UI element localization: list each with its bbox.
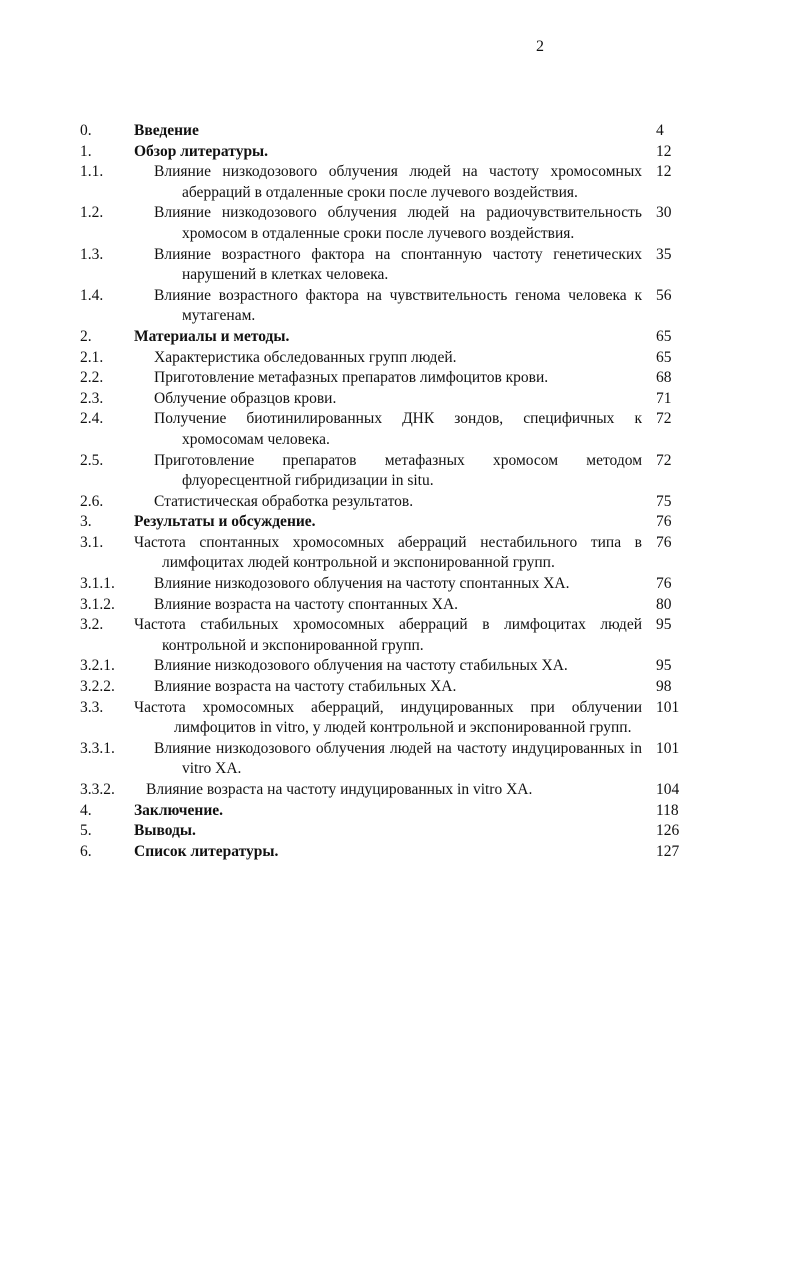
toc-entry-page: 118 [656, 801, 679, 819]
toc-entry-title: Получение биотинилированных ДНК зондов, специфичных к хромосомам человека. [154, 410, 642, 448]
toc-entry-page: 101 [656, 739, 680, 757]
toc-entry[interactable] [80, 409, 698, 450]
toc-entry-title: Частота стабильных хромосомных аберраций в лимфоцитах людей контрольной и экспонированной групп. [134, 616, 642, 654]
toc-entry-number: 1.4. [80, 286, 104, 304]
toc-entry[interactable] [80, 368, 698, 389]
toc-entry[interactable] [80, 286, 698, 327]
toc-entry-title: Облучение образцов крови. [154, 389, 337, 407]
toc-entry-number: 0. [80, 122, 92, 139]
toc-entry-title: Частота хромосомных аберраций, индуцированных при облучении лимфоцитов in vitro, у людей контрольной и экспонированной групп. [134, 698, 642, 737]
toc-entry[interactable] [80, 142, 698, 163]
toc-entry-number: 3. [80, 513, 92, 531]
toc-entry-number: 3.2.2. [80, 678, 115, 696]
toc-entry-page: 75 [656, 492, 672, 510]
toc-entry[interactable] [80, 451, 698, 492]
toc-entry-title: Список литературы. [134, 842, 279, 860]
toc-entry-title: Результаты и обсуждение. [134, 513, 316, 531]
toc-entry-page: 76 [656, 575, 672, 593]
toc-entry-number: 6. [80, 842, 92, 860]
toc-entry[interactable] [80, 780, 698, 801]
toc-entry-number: 2.4. [80, 410, 104, 428]
toc-entry-page: 72 [656, 451, 672, 469]
toc-entry[interactable] [80, 574, 698, 595]
toc-entry-title: Приготовление препаратов метафазных хромосом методом флуоресцентной гибридизации in situ. [154, 451, 642, 490]
toc-entry-title: Влияние возраста на частоту стабильных ХА. [154, 678, 457, 696]
toc-entry-page: 98 [656, 678, 672, 696]
toc-entry-page: 12 [656, 142, 672, 160]
toc-entry-title: Влияние низкодозового облучения людей на частоту индуцированных in vitro ХА. [154, 739, 642, 778]
toc-entry-number: 1.2. [80, 204, 104, 222]
toc-entry[interactable] [80, 203, 698, 244]
toc-entry-page: 76 [656, 513, 672, 531]
toc-entry-page: 65 [656, 327, 672, 345]
toc-entry-number: 3.2. [80, 616, 104, 634]
toc-entry-number: 2.5. [80, 451, 104, 469]
toc-entry-number: 3.3.2. [80, 781, 115, 798]
toc-entry[interactable] [80, 821, 698, 842]
toc-entry-title: Характеристика обследованных групп людей. [154, 348, 457, 366]
toc-entry-number: 1.1. [80, 163, 104, 181]
toc-entry-page: 80 [656, 595, 672, 613]
toc-entry[interactable] [80, 533, 698, 574]
toc-entry-title: Влияние возрастного фактора на спонтанную частоту генетических нарушений в клетках человека. [154, 245, 642, 284]
toc-entry-number: 2.3. [80, 389, 104, 407]
toc-entry[interactable] [80, 801, 698, 822]
toc-entry[interactable] [80, 698, 698, 739]
toc-entry-page: 30 [656, 204, 672, 222]
toc-entry-page: 126 [656, 822, 680, 840]
toc-entry-number: 2.2. [80, 369, 104, 387]
toc-entry-page: 76 [656, 533, 672, 551]
toc-entry-title: Влияние возраста на частоту спонтанных ХА. [154, 595, 459, 613]
toc-entry-title: Влияние низкодозового облучения на частоту стабильных ХА. [154, 657, 568, 675]
toc-entry-page: 95 [656, 657, 672, 675]
toc-entry-title: Статистическая обработка результатов. [154, 492, 414, 510]
toc-entry-title: Заключение. [134, 801, 224, 819]
toc-entry[interactable] [80, 492, 698, 513]
toc-entry[interactable] [80, 327, 698, 348]
page-number: 2 [536, 38, 544, 55]
toc-entry-number: 1.3. [80, 245, 104, 263]
toc-entry-title: Материалы и методы. [134, 327, 290, 345]
toc-entry-page: 71 [656, 389, 672, 407]
toc-entry[interactable] [80, 512, 698, 533]
toc-entry-number: 5. [80, 822, 92, 840]
toc-entry[interactable] [80, 348, 698, 369]
toc-entry[interactable] [80, 656, 698, 677]
toc-entry-title: Выводы. [134, 822, 196, 840]
table-of-contents [80, 121, 698, 862]
toc-entry[interactable] [80, 162, 698, 203]
toc-entry-number: 3.1.1. [80, 575, 115, 593]
toc-entry[interactable] [80, 121, 698, 142]
toc-entry-title: Приготовление метафазных препаратов лимфоцитов крови. [154, 369, 549, 387]
toc-entry-page: 4 [656, 122, 664, 139]
toc-entry[interactable] [80, 245, 698, 286]
toc-entry-number: 3.1.2. [80, 595, 115, 613]
toc-entry-title: Влияние возраста на частоту индуцированных in vitro ХА. [146, 781, 533, 798]
toc-entry-page: 72 [656, 410, 672, 428]
toc-entry-number: 3.2.1. [80, 657, 115, 675]
toc-entry-page: 68 [656, 369, 672, 387]
toc-entry-title: Влияние низкодозового облучения на частоту спонтанных ХА. [154, 575, 570, 593]
toc-entry[interactable] [80, 389, 698, 410]
toc-entry-number: 2. [80, 327, 92, 345]
toc-entry-page: 95 [656, 616, 672, 634]
toc-entry-number: 2.6. [80, 492, 104, 510]
toc-entry-title: Частота спонтанных хромосомных аберраций нестабильного типа в лимфоцитах людей контрольной и экспонированной групп. [134, 533, 642, 572]
toc-entry-page: 104 [656, 781, 680, 798]
toc-entry-page: 101 [656, 698, 680, 716]
toc-entry-page: 35 [656, 245, 672, 263]
toc-entry-page: 56 [656, 286, 672, 304]
toc-entry-number: 3.1. [80, 533, 104, 551]
toc-entry[interactable] [80, 595, 698, 616]
toc-entry-number: 2.1. [80, 348, 104, 366]
toc-entry-title: Влияние низкодозового облучения людей на радиочувствительность хромосом в отдаленные сроки после лучевого воздействия. [154, 204, 642, 242]
toc-entry-number: 3.3. [80, 698, 104, 716]
toc-entry-page: 65 [656, 348, 672, 366]
toc-entry-number: 4. [80, 801, 92, 819]
toc-entry-number: 3.3.1. [80, 739, 115, 757]
toc-entry-page: 127 [656, 842, 680, 860]
toc-entry[interactable] [80, 615, 698, 656]
toc-entry-number: 1. [80, 142, 92, 160]
toc-entry[interactable] [80, 842, 698, 863]
toc-entry-page: 12 [656, 163, 672, 181]
toc-entry-title: Влияние низкодозового облучения людей на частоту хромосомных аберраций в отдаленные сроки после лучевого воздействия. [154, 163, 642, 201]
toc-entry[interactable] [80, 739, 698, 780]
toc-entry-title: Влияние возрастного фактора на чувствительность генома человека к мутагенам. [154, 286, 642, 325]
toc-entry[interactable] [80, 677, 698, 698]
toc-entry-title: Введение [134, 122, 199, 139]
toc-entry-title: Обзор литературы. [134, 142, 269, 160]
